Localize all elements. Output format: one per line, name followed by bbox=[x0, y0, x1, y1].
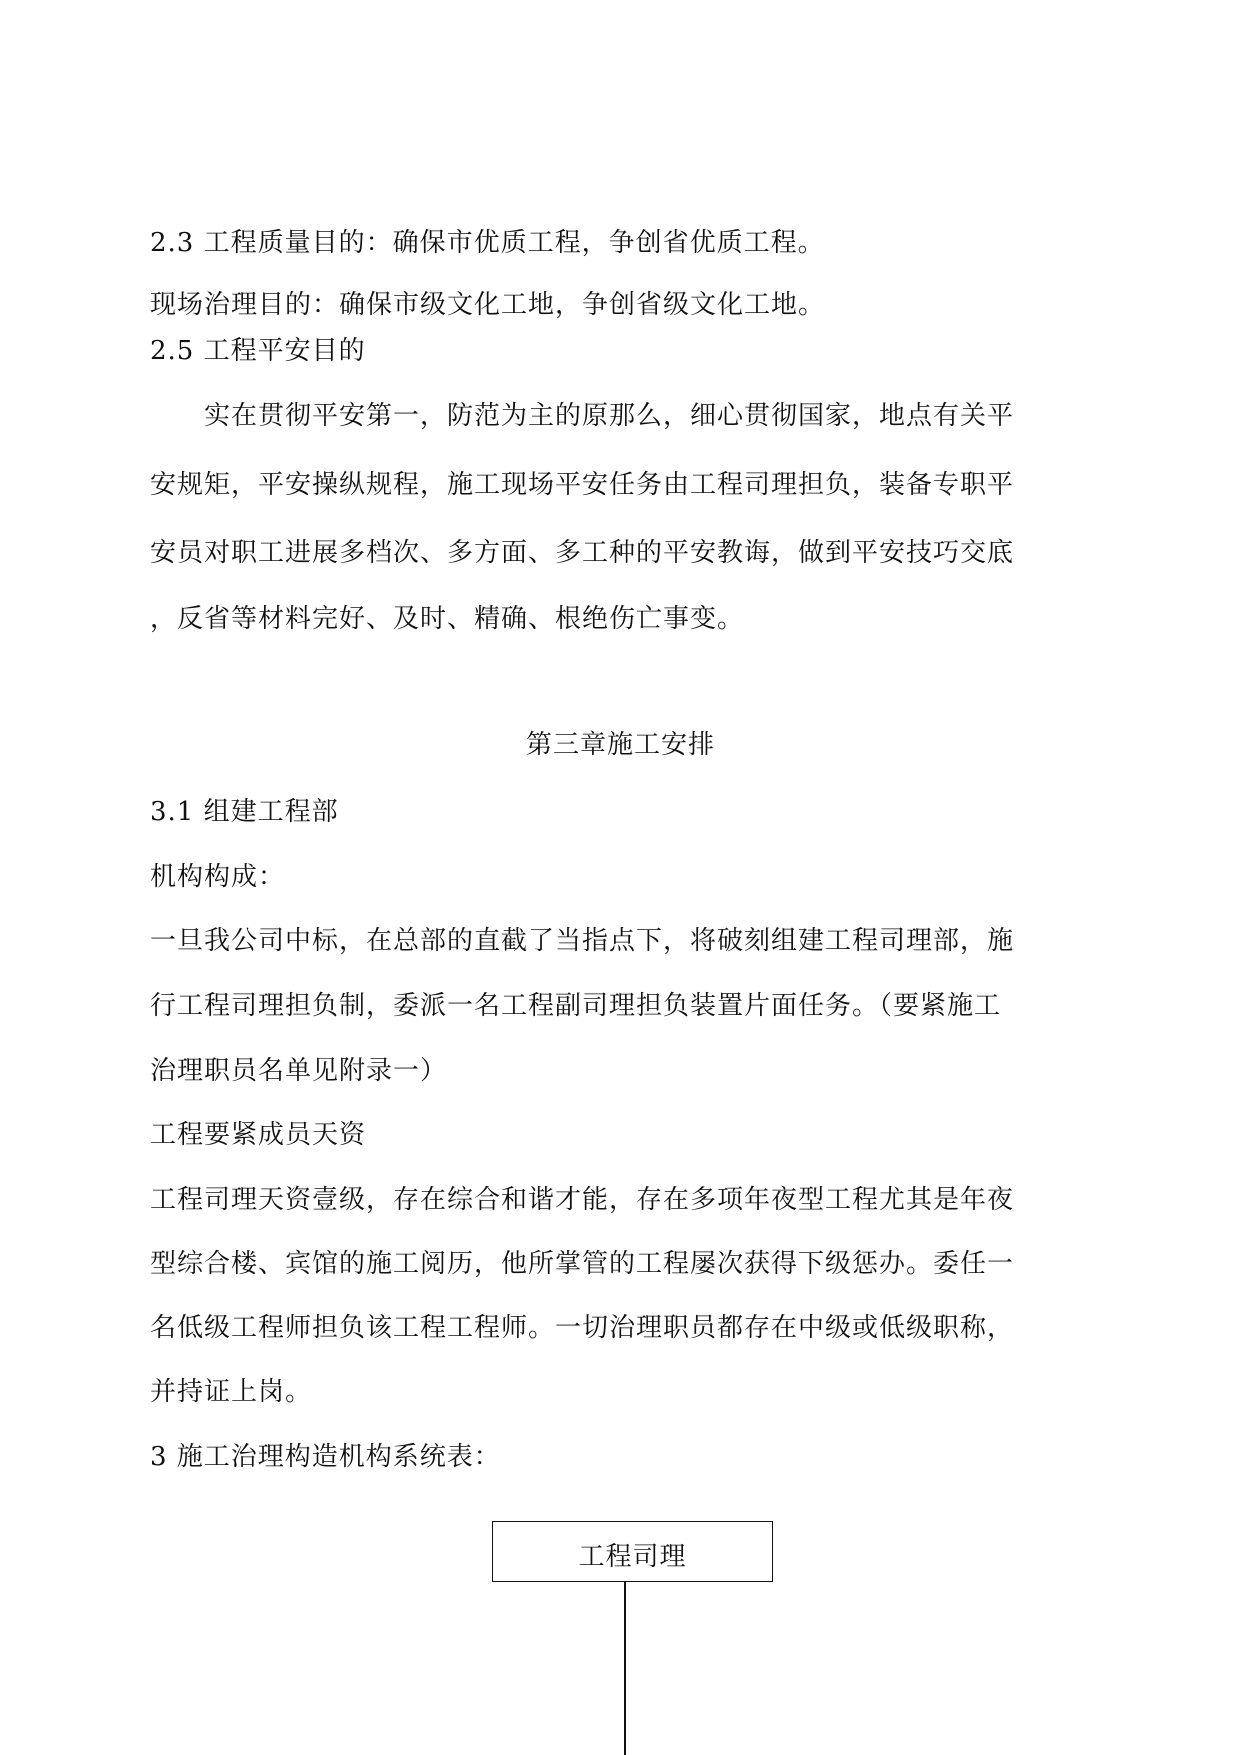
site-management-goal: 现场治理目的：确保市级文化工地，争创省级文化工地。 bbox=[150, 290, 826, 320]
qualification-paragraph-line-4: 并持证上岗。 bbox=[150, 1377, 313, 1407]
safety-paragraph-line-4: ，反省等材料完好、及时、精确、根绝伤亡事变。 bbox=[150, 604, 745, 634]
qualification-paragraph-line-3: 名低级工程师担负该工程工程师。一切治理职员都存在中级或低级职称， bbox=[150, 1313, 1015, 1343]
section-2-3-quality-goal: 2.3 工程质量目的：确保市优质工程，争创省优质工程。 bbox=[150, 228, 825, 258]
qualification-paragraph-line-2: 型综合楼、宾馆的施工阅历，他所掌管的工程屡次获得下级惩办。委任一 bbox=[150, 1249, 1015, 1279]
organization-paragraph-line-2: 行工程司理担负制，委派一名工程副司理担负装置片面任务。（要紧施工 bbox=[150, 991, 1002, 1021]
org-chart-caption: 3 施工治理构造机构系统表： bbox=[150, 1442, 501, 1472]
organization-composition-label: 机构构成： bbox=[150, 862, 286, 892]
org-chart-connector-line bbox=[624, 1582, 626, 1755]
chapter-title: 第三章施工安排 bbox=[525, 730, 715, 760]
section-2-5-heading: 2.5 工程平安目的 bbox=[150, 336, 366, 366]
org-chart-manager-label: 工程司理 bbox=[578, 1542, 687, 1572]
safety-paragraph-line-3: 安员对职工进展多档次、多方面、多工种的平安教诲，做到平安技巧交底 bbox=[150, 538, 1015, 568]
organization-paragraph-line-1: 一旦我公司中标，在总部的直截了当指点下，将破刻组建工程司理部，施 bbox=[150, 926, 1015, 956]
section-3-1-heading: 3.1 组建工程部 bbox=[150, 797, 339, 827]
qualification-paragraph-line-1: 工程司理天资壹级，存在综合和谐才能，存在多项年夜型工程尤其是年夜 bbox=[150, 1185, 1015, 1215]
organization-paragraph-line-3: 治理职员名单见附录一） bbox=[150, 1056, 448, 1086]
safety-paragraph-line-1: 实在贯彻平安第一，防范为主的原那么，细心贯彻国家，地点有关平 bbox=[150, 401, 1015, 431]
key-members-heading: 工程要紧成员天资 bbox=[150, 1120, 367, 1150]
safety-paragraph-line-2: 安规矩，平安操纵规程，施工现场平安任务由工程司理担负，装备专职平 bbox=[150, 470, 1015, 500]
org-chart-manager-box bbox=[492, 1521, 773, 1582]
